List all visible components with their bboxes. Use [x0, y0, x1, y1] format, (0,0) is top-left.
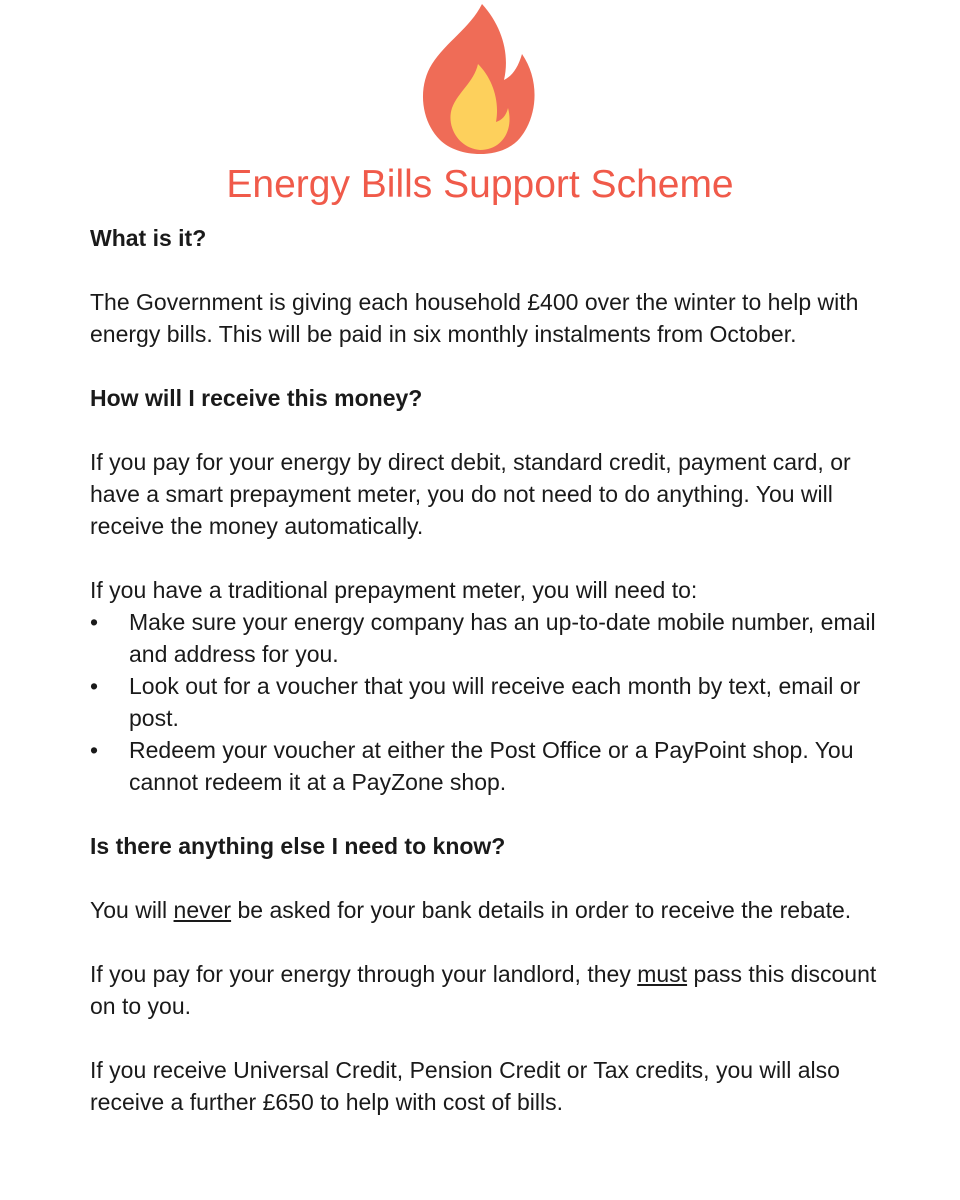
list-item — [90, 734, 890, 798]
list-item — [90, 606, 890, 670]
document-body — [90, 222, 890, 1118]
bullet-list — [90, 606, 890, 798]
paragraph: The Government is giving each household £400 over the winter to help with energy bills. This will be paid in six monthly instalments from October. — [90, 289, 859, 347]
paragraph: If you receive Universal Credit, Pension Credit or Tax credits, you will also receive a further £650 to help with cost of bills. — [90, 1057, 840, 1115]
paragraph: If you pay for your energy by direct debit, standard credit, payment card, or have a smart prepayment meter, you do not need to do anything. You will receive the money automatically. — [90, 449, 851, 539]
text: pass this discount on to you. — [90, 961, 877, 1019]
bullet-icon: • — [90, 609, 99, 635]
list-item-text: Redeem your voucher at either the Post Office or a PayPoint shop. You cannot redeem it at a PayZone shop. — [129, 737, 854, 795]
paragraph — [90, 958, 890, 1022]
underlined-text: never — [173, 897, 232, 923]
section-heading: What is it? — [90, 225, 207, 251]
list-item — [90, 670, 890, 734]
list-item-text: Look out for a voucher that you will receive each month by text, email or post. — [129, 673, 861, 731]
bullet-icon: • — [90, 673, 99, 699]
underlined-text: must — [637, 961, 688, 987]
paragraph — [90, 894, 890, 926]
paragraph: If you have a traditional prepayment meter, you will need to: — [90, 577, 698, 603]
section-anything-else — [90, 830, 890, 1118]
bullet-icon: • — [90, 737, 99, 763]
fire-icon — [418, 2, 540, 158]
list-item-text: Make sure your energy company has an up-to-date mobile number, email and address for you. — [129, 609, 876, 667]
text: You will — [90, 897, 174, 923]
section-heading: How will I receive this money? — [90, 385, 423, 411]
page-title: Energy Bills Support Scheme — [226, 163, 734, 206]
text: be asked for your bank details in order to receive the rebate. — [231, 897, 852, 923]
section-what-is-it — [90, 222, 890, 350]
text: If you pay for your energy through your landlord, they — [90, 961, 638, 987]
section-heading: Is there anything else I need to know? — [90, 833, 506, 859]
section-how-to-receive — [90, 382, 890, 798]
